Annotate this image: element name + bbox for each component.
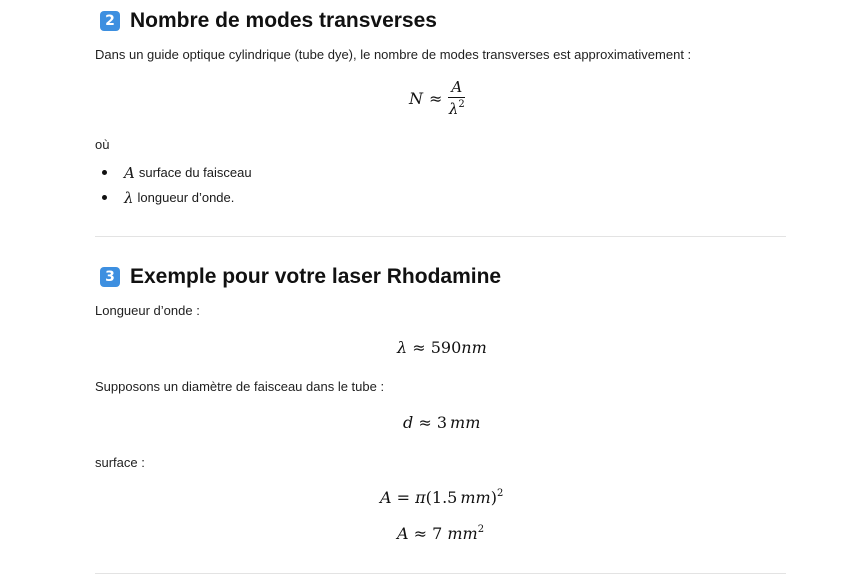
bullet-icon <box>102 170 107 175</box>
surface-equation-exact: A = π(1.5 mm)$^2$ <box>380 488 504 507</box>
section-2-title: Nombre de modes transverses <box>130 9 437 32</box>
diameter-label: Supposons un diamètre de faisceau dans le tube : <box>95 379 385 394</box>
where-label: où <box>95 137 110 152</box>
number-3-badge-icon: 3 <box>100 267 120 287</box>
formula-relation: ≈ <box>429 88 443 108</box>
bullet-icon <box>102 195 107 200</box>
wavelength-label: Longueur d’onde : <box>95 303 200 318</box>
mode-count-formula <box>409 78 465 118</box>
section-divider <box>95 236 786 237</box>
section-divider-bottom <box>95 573 786 574</box>
variable-description: surface du faisceau <box>138 165 252 180</box>
formula-denominator: $\lambda^2$ <box>448 99 465 118</box>
list-item <box>95 185 252 210</box>
variable-symbol: A <box>124 163 135 182</box>
formula-numerator: A <box>448 78 465 98</box>
section-3-heading <box>95 265 501 289</box>
variable-description: longueur d’onde. <box>137 190 235 205</box>
list-item <box>95 160 252 185</box>
wavelength-equation: λ ≈ 590nm <box>397 338 487 357</box>
surface-label: surface : <box>95 455 145 470</box>
section-2-heading <box>95 9 437 33</box>
number-2-badge-icon: 2 <box>100 11 120 31</box>
surface-equation-approx: A ≈ 7 $mm^2$ <box>397 524 485 543</box>
variable-list <box>95 160 252 210</box>
formula-lhs: N <box>409 88 423 108</box>
formula-fraction <box>448 78 465 118</box>
variable-symbol: λ <box>124 188 134 207</box>
diameter-equation: d ≈ 3 mm <box>403 413 481 432</box>
section-2-intro: Dans un guide optique cylindrique (tube dye), le nombre de modes transverses est approximativement : <box>95 47 692 62</box>
section-3-title: Exemple pour votre laser Rhodamine <box>130 265 502 288</box>
